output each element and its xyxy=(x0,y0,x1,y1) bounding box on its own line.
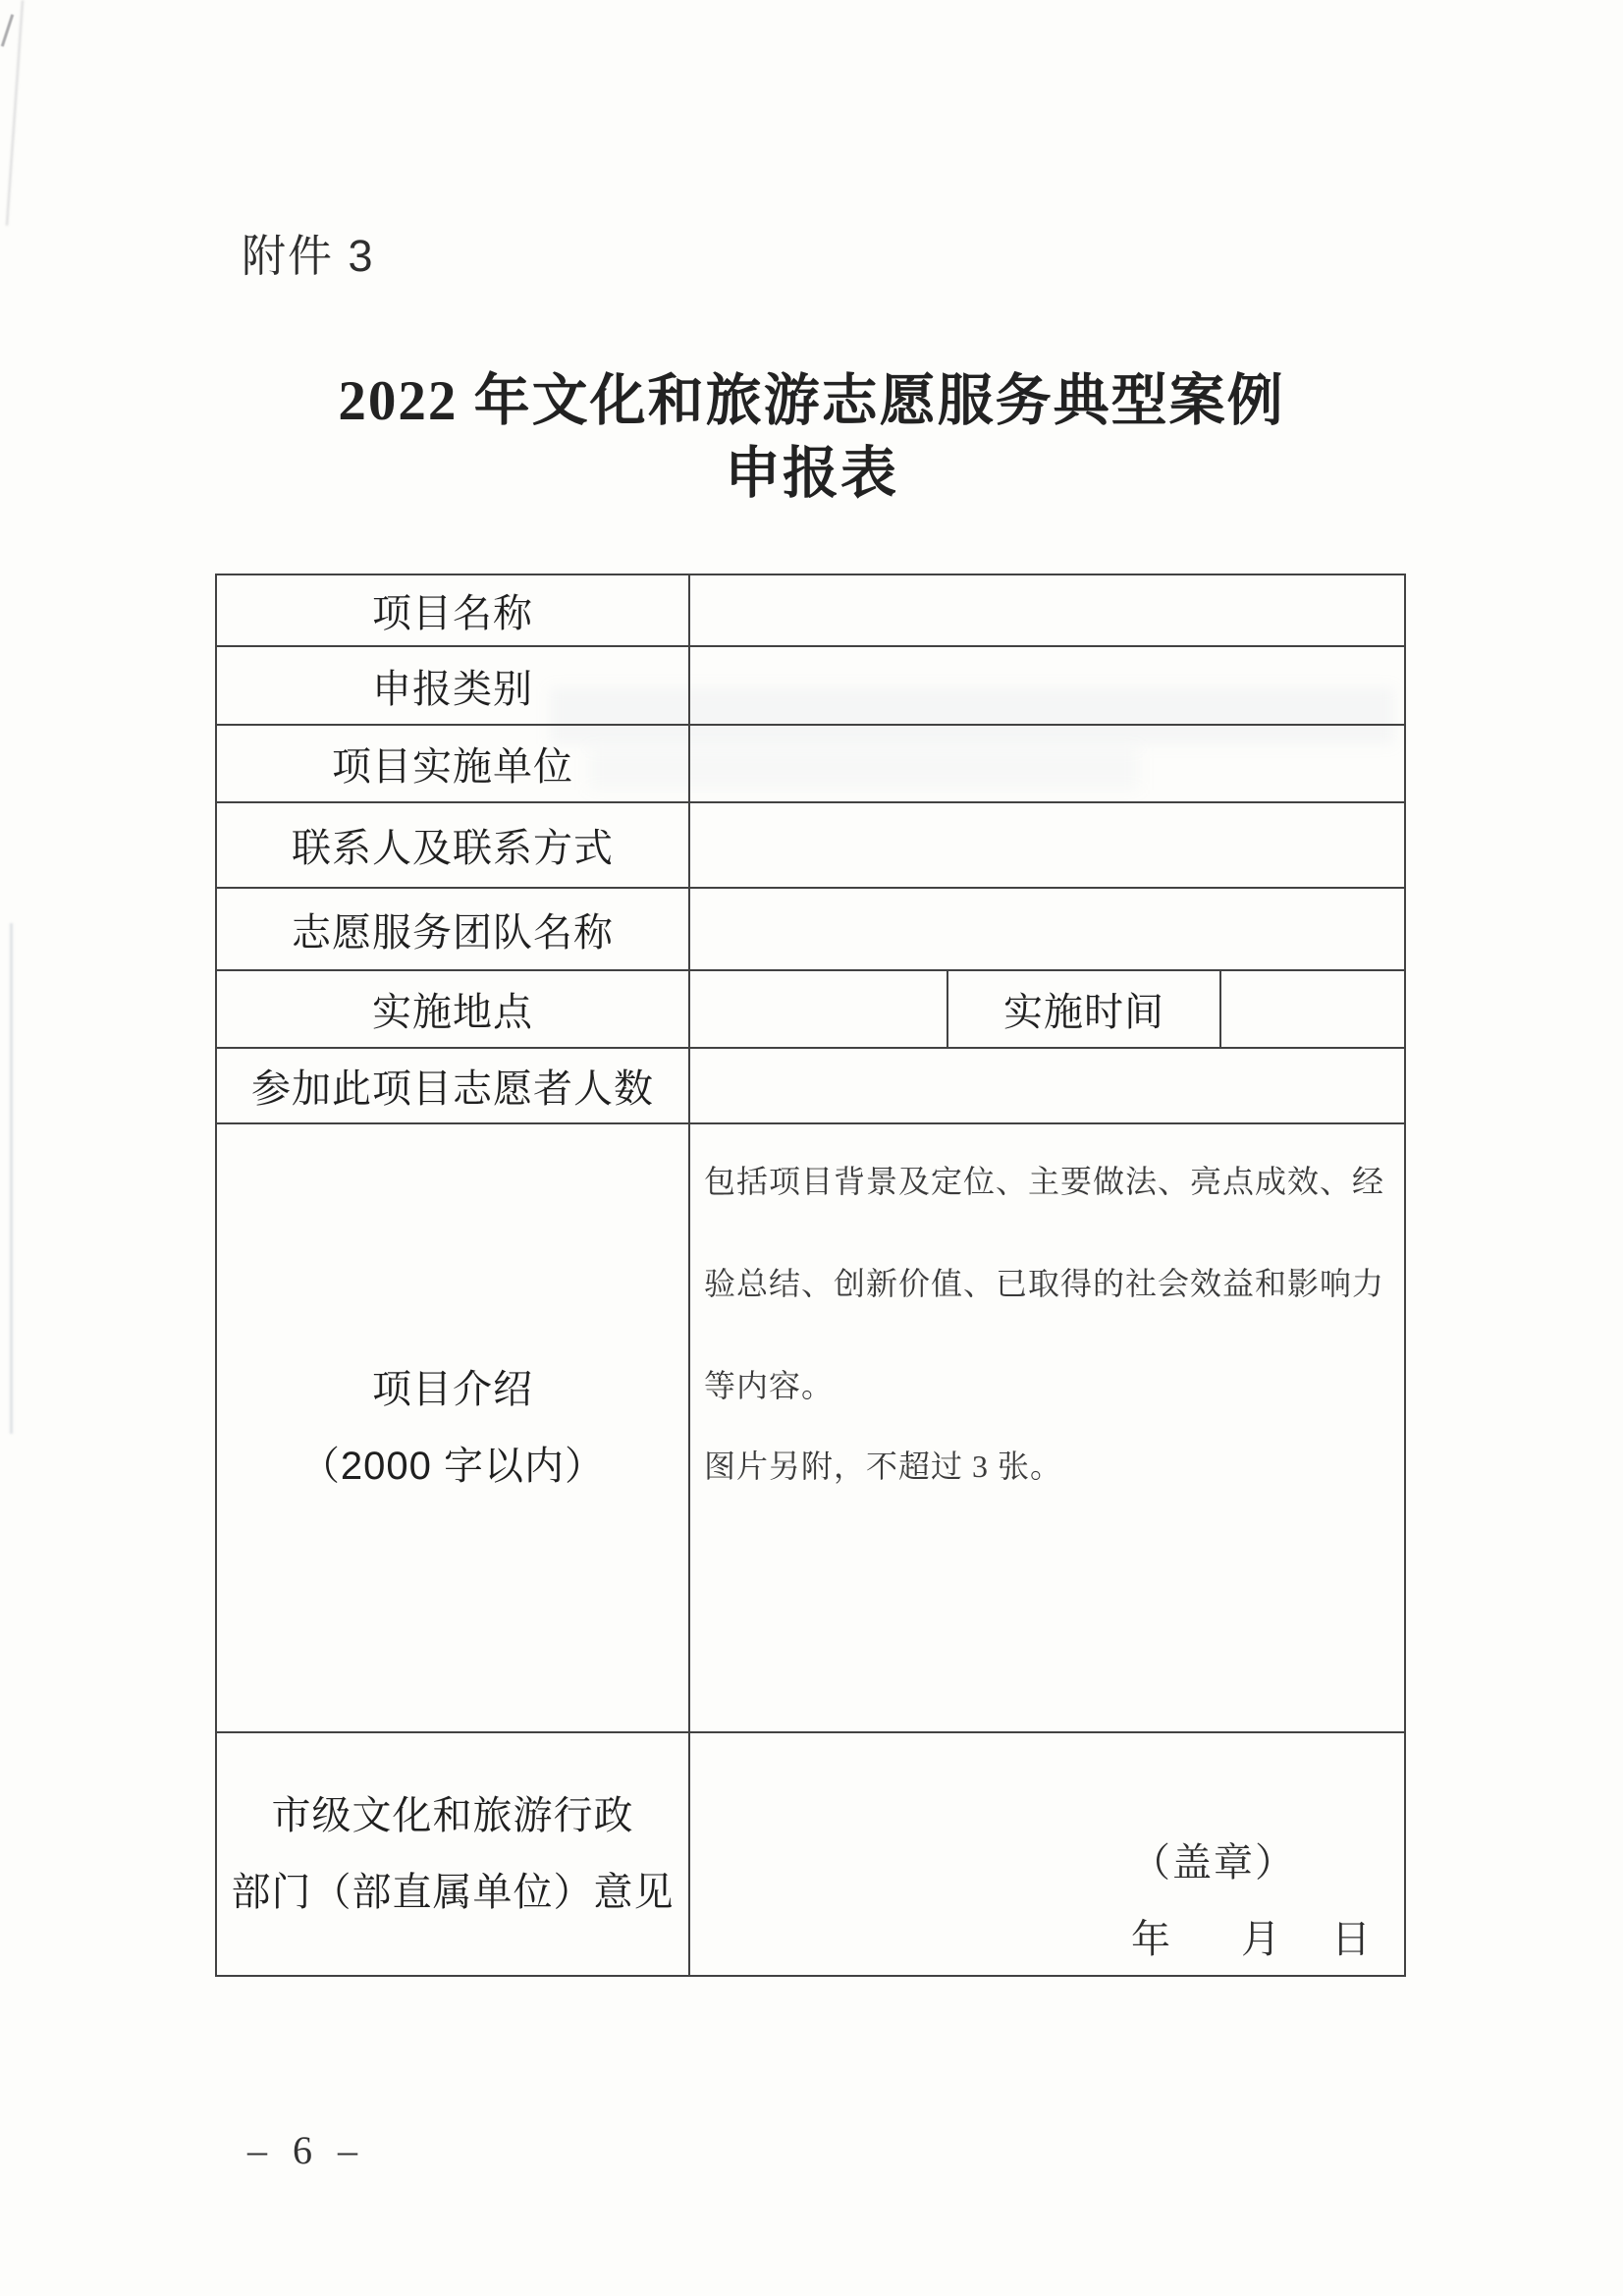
scan-edge-artifact xyxy=(6,0,24,226)
department-opinion-label-line1: 市级文化和旅游行政 xyxy=(271,1794,634,1837)
application-category-label: 申报类别 xyxy=(217,647,690,724)
implementation-time-label: 实施时间 xyxy=(948,971,1221,1047)
project-name-label: 项目名称 xyxy=(217,575,690,645)
date-month-label: 月 xyxy=(1241,1917,1280,1961)
scan-edge-artifact xyxy=(1,14,14,46)
document-title-line2: 申报表 xyxy=(725,443,898,505)
stamp-placeholder-label: （盖章） xyxy=(1131,1840,1296,1885)
implementation-time-value-cell xyxy=(1221,971,1404,1047)
contact-label: 联系人及联系方式 xyxy=(217,803,690,887)
implementation-location-value-cell xyxy=(690,971,948,1047)
project-introduction-label-line1: 项目介绍 xyxy=(372,1368,533,1411)
form-row-location-time xyxy=(217,971,1404,1049)
project-introduction-hint: 包括项目背景及定位、主要做法、亮点成效、经验总结、创新价值、已取得的社会效益和影响力等内容。 xyxy=(704,1164,1385,1403)
implementing-unit-label: 项目实施单位 xyxy=(217,726,690,801)
implementing-unit-value-cell xyxy=(690,726,1404,801)
form-row-implementing-unit xyxy=(217,726,1404,803)
department-opinion-label-line2: 部门（部直属单位）意见 xyxy=(231,1871,675,1914)
project-introduction-label-line2: （2000 字以内） xyxy=(299,1445,606,1488)
application-category-value-cell xyxy=(690,647,1404,724)
department-opinion-label xyxy=(217,1733,690,1975)
date-year-label: 年 xyxy=(1131,1917,1170,1961)
volunteer-count-value-cell xyxy=(690,1049,1404,1122)
form-row-volunteer-team-name xyxy=(217,889,1404,971)
volunteer-count-label: 参加此项目志愿者人数 xyxy=(217,1049,690,1122)
project-introduction-value-cell xyxy=(690,1124,1404,1731)
form-row-department-opinion xyxy=(217,1733,1404,1975)
project-introduction-photo-note: 图片另附，不超过 3 张。 xyxy=(704,1449,1063,1484)
implementation-location-label: 实施地点 xyxy=(217,971,690,1047)
form-row-application-category xyxy=(217,647,1404,726)
department-opinion-value-cell xyxy=(690,1733,1404,1975)
form-row-volunteer-count xyxy=(217,1049,1404,1124)
attachment-label: 附件 3 xyxy=(242,231,375,281)
scan-edge-artifact xyxy=(10,923,13,1434)
form-row-contact xyxy=(217,803,1404,889)
volunteer-team-name-value-cell xyxy=(690,889,1404,969)
application-form-table xyxy=(215,574,1406,1977)
page-number: – 6 – xyxy=(247,2128,365,2172)
volunteer-team-name-label: 志愿服务团队名称 xyxy=(217,889,690,969)
document-title-line1: 2022 年文化和旅游志愿服务典型案例 xyxy=(338,370,1285,432)
form-row-project-name xyxy=(217,575,1404,647)
date-line xyxy=(1131,1908,1371,1964)
contact-value-cell xyxy=(690,803,1404,887)
project-introduction-label xyxy=(217,1124,690,1731)
project-name-value-cell xyxy=(690,575,1404,645)
date-day-label: 日 xyxy=(1331,1917,1371,1961)
form-row-project-introduction xyxy=(217,1124,1404,1733)
